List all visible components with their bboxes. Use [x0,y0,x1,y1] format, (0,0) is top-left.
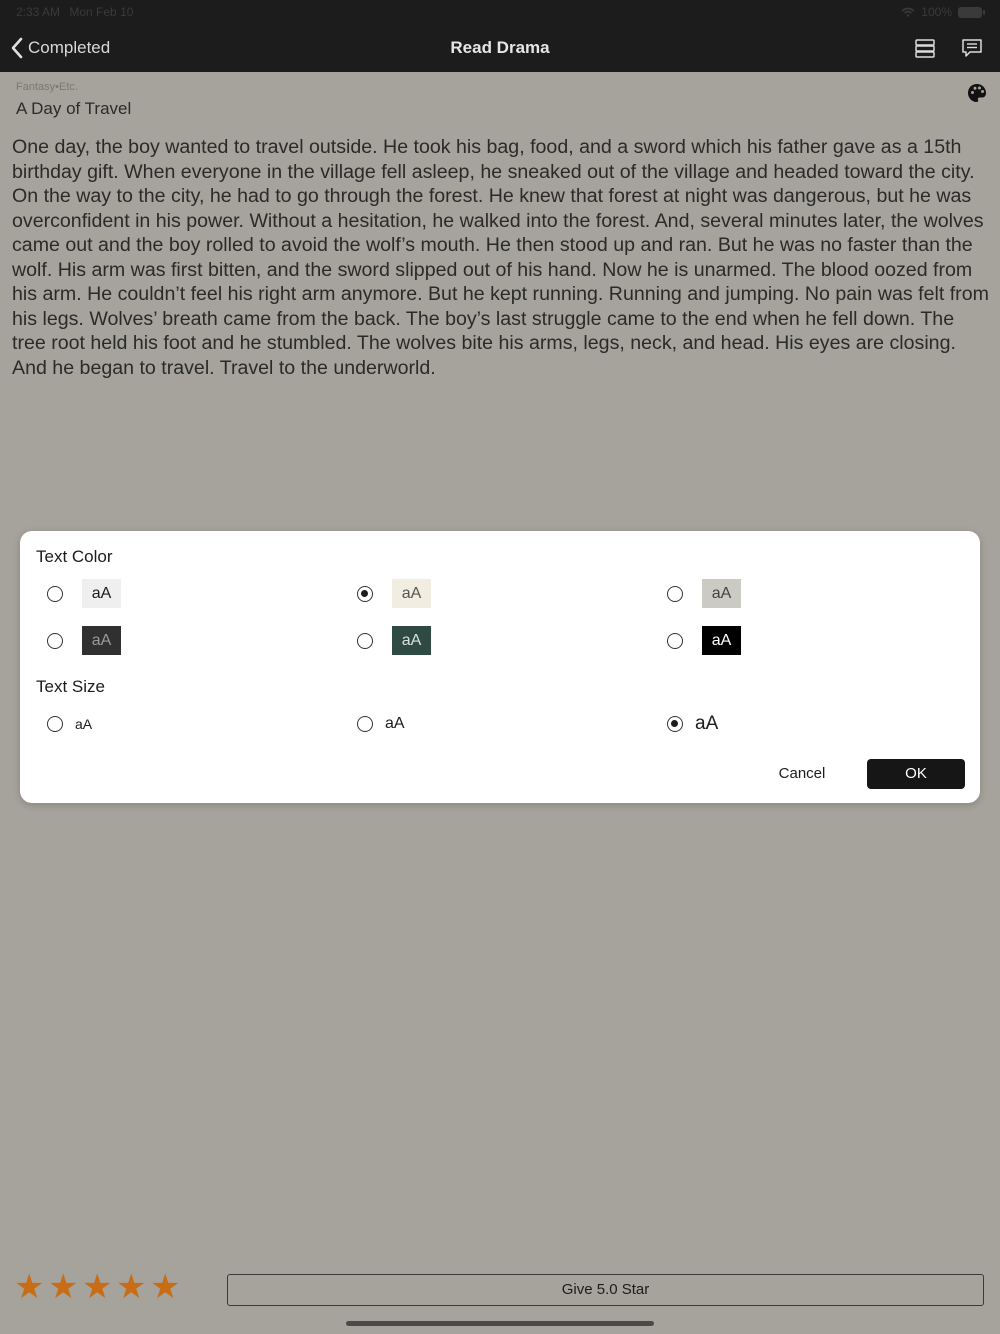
color-swatch: aA [82,626,121,655]
comment-icon[interactable] [960,36,984,60]
battery-percent: 100% [921,5,952,19]
story-genre: Fantasy•Etc. [16,81,78,93]
home-indicator[interactable] [346,1321,654,1326]
color-swatch: aA [392,579,431,608]
text-color-title: Text Color [36,547,113,566]
cancel-button[interactable]: Cancel [778,765,826,782]
palette-icon[interactable] [966,82,988,104]
star-icon[interactable]: ★ [82,1268,113,1306]
size-label: aA [385,715,405,732]
status-indicators [901,5,982,19]
status-time-date [16,5,133,19]
wifi-icon [901,7,915,17]
text-size-option-small[interactable] [47,713,92,735]
color-swatch: aA [392,626,431,655]
text-color-option-dark[interactable] [47,626,121,655]
radio-button[interactable] [357,586,373,602]
page-title: Read Drama [450,38,550,57]
text-color-option-green[interactable] [357,626,431,655]
size-label: aA [75,716,93,732]
ok-button[interactable]: OK [867,759,965,789]
text-color-option-light[interactable] [47,579,121,608]
text-size-option-large[interactable] [667,713,718,735]
size-label: aA [695,713,719,734]
back-button-label: Completed [28,38,111,57]
text-color-option-gray[interactable] [667,579,741,608]
star-rating [14,1270,180,1304]
give-star-button[interactable]: Give 5.0 Star [227,1274,984,1306]
text-color-option-cream[interactable] [357,579,431,608]
radio-button[interactable] [357,633,373,649]
text-settings-dialog [20,531,980,803]
story-body: One day, the boy wanted to travel outside. He took his bag, food, and a sword which his father gave as a 15th birthday gift. When everyone in the village fell asleep, he sneaked out of the village and headed toward the city. On the way to the city, he had to go through the forest. He knew that forest at night was dangerous, but he was overconfident in his power. Without a hesitation, he walked into the forest. And, several minutes later, the wolves came out and the boy rolled to avoid the wolf’s mouth. He then stood up and ran. But he was no faster than the wolf. His arm was first bitten, and the sword slipped out of his hand. Now he is unarmed. The blood oozed from his arm. He couldn’t feel his right arm anymore. But he kept running. Running and jumping. No pain was felt from his legs. Wolves’ breath came from the back. The boy’s last struggle came to the end when he fell down. The tree root held his foot and he stumbled. The wolves bite his arms, legs, neck, and head. His eyes are closing. And he began to travel. Travel to the underworld. [12,136,989,379]
text-color-option-black[interactable] [667,626,741,655]
radio-button[interactable] [47,716,63,732]
radio-button[interactable] [667,586,683,602]
chevron-left-icon [10,37,24,59]
back-button[interactable] [10,24,110,72]
radio-button[interactable] [47,586,63,602]
color-swatch: aA [702,626,741,655]
text-size-title: Text Size [36,677,105,696]
story-title: A Day of Travel [16,99,132,118]
star-icon[interactable]: ★ [150,1268,181,1306]
radio-button[interactable] [47,633,63,649]
radio-button[interactable] [357,716,373,732]
radio-button[interactable] [667,716,683,732]
star-icon[interactable]: ★ [14,1268,45,1306]
radio-button[interactable] [667,633,683,649]
list-icon[interactable] [913,36,937,60]
navigation-bar [0,24,1000,72]
battery-icon [958,7,982,18]
status-bar [0,0,1000,24]
star-icon[interactable]: ★ [116,1268,147,1306]
color-swatch: aA [82,579,121,608]
color-swatch: aA [702,579,741,608]
status-date: Mon Feb 10 [69,5,134,19]
star-icon[interactable]: ★ [48,1268,79,1306]
status-time: 2:33 AM [16,5,61,19]
text-size-option-medium[interactable] [357,713,405,735]
